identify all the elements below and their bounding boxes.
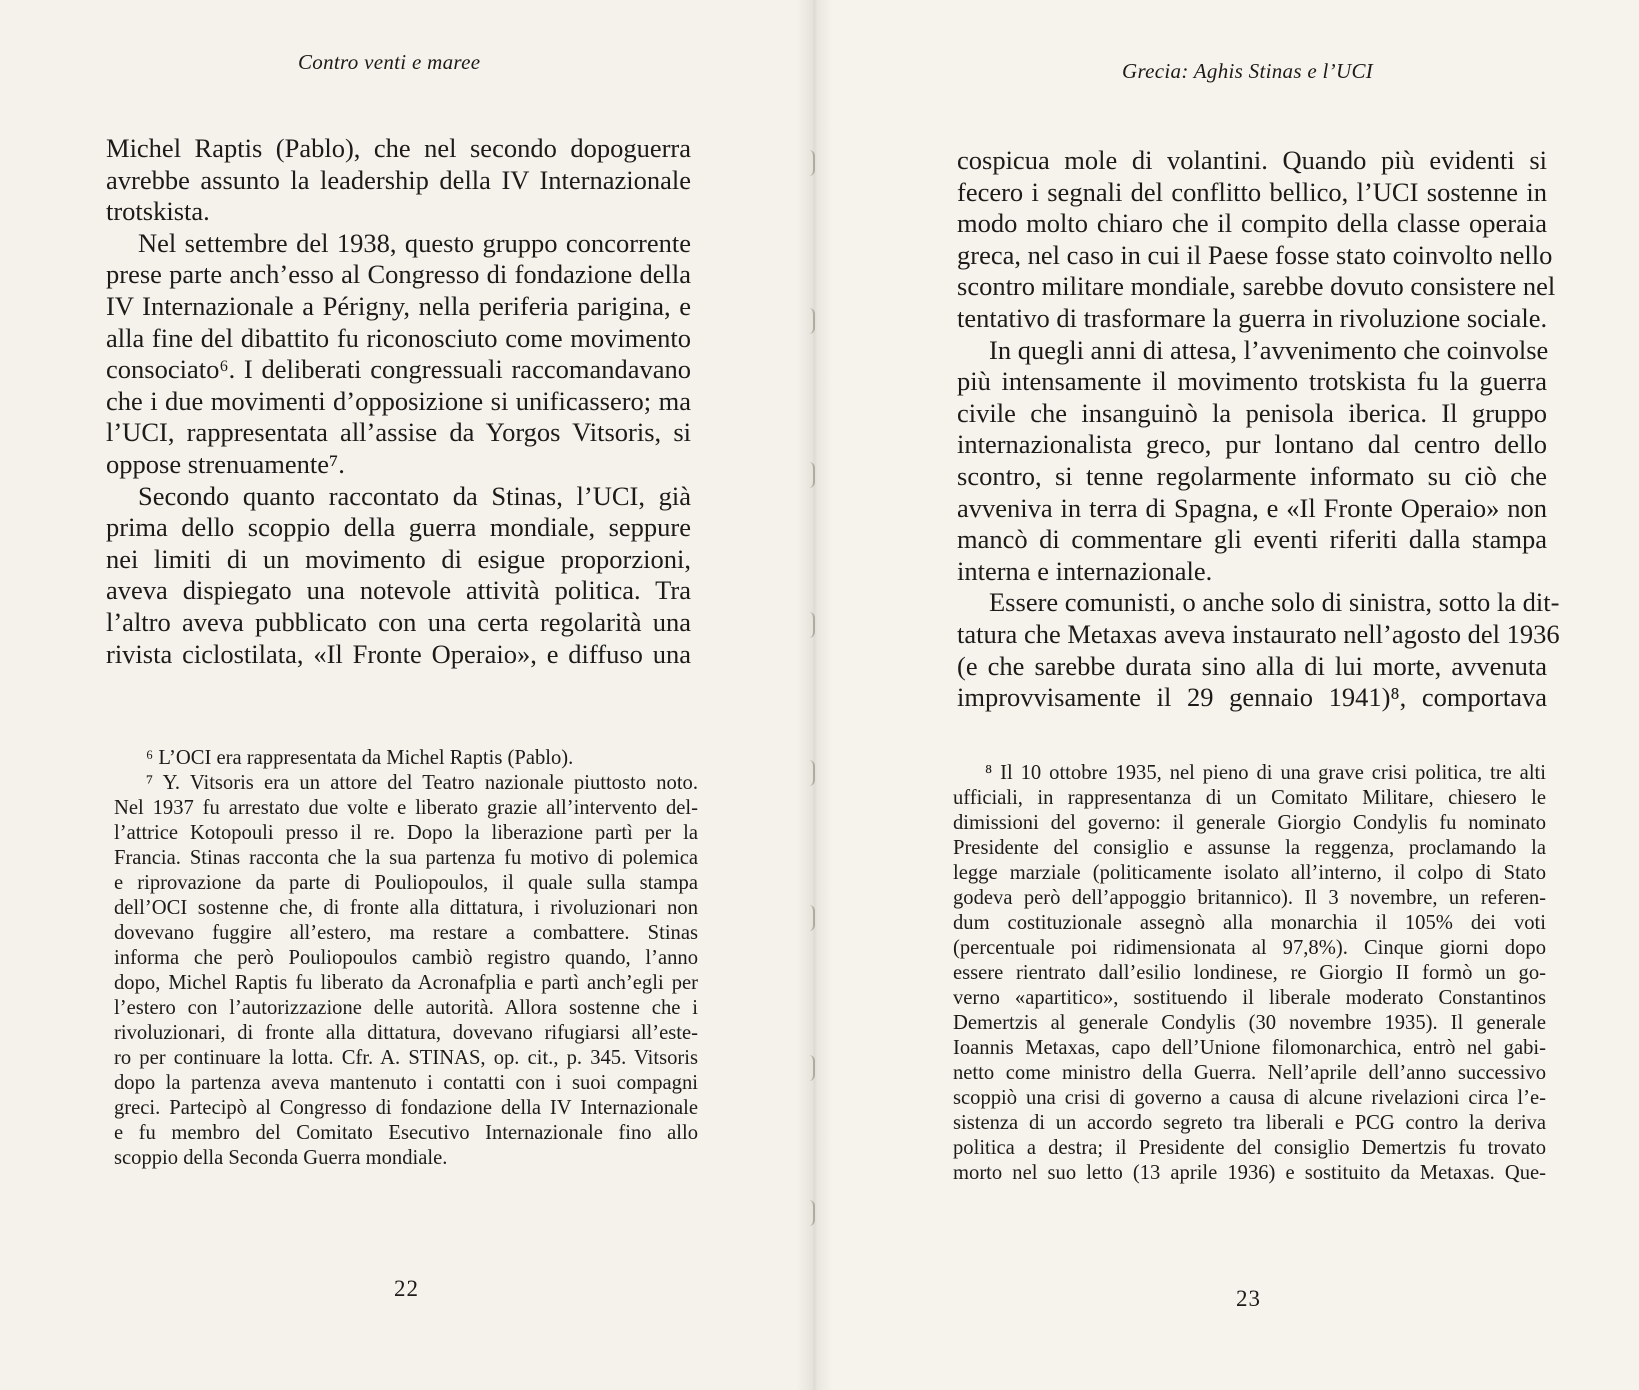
body-line: interna e internazionale. <box>957 555 1213 586</box>
footnote-line: dopo, Michel Raptis fu liberato da Acronafplia e partì anch’egli per <box>114 972 698 994</box>
body-line: alla fine del dibattito fu riconosciuto come movimento <box>106 322 691 353</box>
right-page <box>812 0 1639 1390</box>
footnote-line: (percentuale poi ridimensionata al 97,8%). Cinque giorni dopo <box>953 937 1546 959</box>
footnote-line: Francia. Stinas racconta che la sua partenza fu motivo di polemica <box>114 847 698 869</box>
body-line: internazionalista greco, pur lontano dal centro dello <box>957 429 1547 460</box>
body-line: greca, nel caso in cui il Paese fosse stato coinvolto nello <box>957 239 1553 270</box>
footnote-line: Demertzis al generale Condylis (30 novembre 1935). Il generale <box>953 1012 1546 1034</box>
footnote-line: dopo la partenza aveva mantenuto i contatti con i suoi compagni <box>114 1072 698 1094</box>
binding-mark <box>808 1200 815 1226</box>
book-gutter <box>796 0 832 1390</box>
footnote-line: godeva però dell’appoggio britannico). Il 3 novembre, un referen- <box>953 887 1546 909</box>
binding-mark <box>808 462 815 488</box>
body-line: (e che sarebbe durata sino alla di lui morte, avvenuta <box>957 650 1547 681</box>
footnote-line: verno «apartitico», sostituendo il liberale moderato Constantinos <box>953 987 1546 1009</box>
footnote-line: Presidente del consiglio e assunse la reggenza, proclamando la <box>953 837 1546 859</box>
binding-mark <box>808 760 815 786</box>
body-line: In quegli anni di attesa, l’avvenimento che coinvolse <box>989 334 1549 365</box>
footnote-line: politica a destra; il Presidente del consiglio Demertzis fu trovato <box>953 1137 1546 1159</box>
body-line: rivista ciclostilata, «Il Fronte Operaio», e diffuso una <box>106 638 691 669</box>
footnote-line: ro per continuare la lotta. Cfr. A. STINAS, op. cit., p. 345. Vitsoris <box>114 1047 698 1069</box>
footnote-line: dell’OCI sostenne che, di fronte alla dittatura, i rivoluzionari non <box>114 897 698 919</box>
body-line: trotskista. <box>106 196 210 227</box>
body-line: improvvisamente il 29 gennaio 1941)⁸, comportava <box>957 682 1547 713</box>
body-line: nei limiti di un movimento di esigue proporzioni, <box>106 543 691 574</box>
body-line: tentativo di trasformare la guerra in rivoluzione sociale. <box>957 302 1548 333</box>
binding-mark <box>808 612 815 638</box>
page-number-right: 23 <box>1236 1286 1261 1311</box>
footnote-line: dovevano fuggire all’estero, ma restare a combattere. Stinas <box>114 922 698 944</box>
body-line: scontro, si tenne regolarmente informato su ciò che <box>957 460 1547 491</box>
footnote-line: greci. Partecipò al Congresso di fondazione della IV Internazionale <box>114 1097 698 1119</box>
body-line: avveniva in terra di Spagna, e «Il Fronte Operaio» non <box>957 492 1547 523</box>
body-line: fecero i segnali del conflitto bellico, l’UCI sostenne in <box>957 176 1547 207</box>
footnote-line: e riprovazione da parte di Pouliopoulos, il quale sulla stampa <box>114 872 698 894</box>
footnote-line: legge marziale (politicamente isolato all’interno, il colpo di Stato <box>953 862 1546 884</box>
body-line: civile che insanguinò la penisola iberica. Il gruppo <box>957 397 1547 428</box>
footnote-line: l’attrice Kotopouli presso il re. Dopo la liberazione partì per la <box>114 822 698 844</box>
left-body-text <box>106 133 691 670</box>
body-line: prima dello scoppio della guerra mondiale, seppure <box>106 512 691 543</box>
binding-mark <box>808 905 815 931</box>
body-line: avrebbe assunto la leadership della IV Internazionale <box>106 164 691 195</box>
body-line: tatura che Metaxas aveva instaurato nell’agosto del 1936 <box>957 618 1560 649</box>
body-line: Essere comunisti, o anche solo di sinistra, sotto la dit- <box>989 587 1560 618</box>
body-line: l’altro aveva pubblicato con una certa regolarità una <box>106 606 691 637</box>
footnote-line: ufficiali, in rappresentanza di un Comitato Militare, chiesero le <box>953 787 1546 809</box>
right-footnotes <box>953 761 1546 1186</box>
footnote-line: scoppiò una crisi di governo a causa di alcune rivelazioni circa l’e- <box>953 1087 1546 1109</box>
body-line: l’UCI, rappresentata all’assise da Yorgos Vitsoris, si <box>106 417 691 448</box>
footnote-line: informa che però Pouliopoulos cambiò registro quando, l’anno <box>114 947 698 969</box>
page-number-left: 22 <box>394 1276 419 1301</box>
footnote-line: scoppio della Seconda Guerra mondiale. <box>114 1147 448 1169</box>
body-line: Nel settembre del 1938, questo gruppo concorrente <box>138 227 691 258</box>
body-line: modo molto chiaro che il compito della classe operaia <box>957 208 1547 239</box>
footnote-line: netto come ministro della Guerra. Nell’aprile dell’anno successivo <box>953 1062 1546 1084</box>
body-line: cospicua mole di volantini. Quando più evidenti si <box>957 145 1547 175</box>
body-line: Secondo quanto raccontato da Stinas, l’UCI, già <box>138 480 691 511</box>
body-line: consociato⁶. I deliberati congressuali raccomandavano <box>106 354 691 385</box>
footnote-line: e fu membro del Comitato Esecutivo Internazionale fino allo <box>114 1122 698 1144</box>
footnote-line: dimissioni del governo: il generale Giorgio Condylis fu nominato <box>953 812 1546 834</box>
footnote-line: morto nel suo letto (13 aprile 1936) e sostituito da Metaxas. Que- <box>953 1162 1546 1184</box>
running-head-right: Grecia: Aghis Stinas e l’UCI <box>1122 59 1374 83</box>
footnote-line: l’estero con l’autorizzazione delle autorità. Allora sostenne che i <box>114 997 698 1019</box>
body-line: prese parte anch’esso al Congresso di fondazione della <box>106 259 691 290</box>
footnote-line: dum costituzionale assegnò alla monarchia il 105% dei voti <box>953 912 1546 934</box>
footnote-line: ⁸ Il 10 ottobre 1935, nel pieno di una grave crisi politica, tre alti <box>985 762 1546 784</box>
binding-mark <box>808 150 815 176</box>
body-line: oppose strenuamente⁷. <box>106 448 345 479</box>
body-line: IV Internazionale a Périgny, nella periferia parigina, e <box>106 290 691 321</box>
footnote-line: sistenza di un accordo segreto tra liberali e PCG contro la deriva <box>953 1112 1546 1134</box>
left-footnotes <box>114 746 698 1171</box>
body-line: più intensamente il movimento trotskista fu la guerra <box>957 366 1547 397</box>
binding-mark <box>808 1055 815 1081</box>
footnote-line: essere rientrato dall’esilio londinese, re Giorgio II formò un go- <box>953 962 1546 984</box>
running-head-left: Contro venti e maree <box>298 50 481 74</box>
right-body-text <box>957 145 1560 714</box>
footnote-line: Nel 1937 fu arrestato due volte e liberato grazie all’intervento del- <box>114 797 698 819</box>
body-line: mancò di commentare gli eventi riferiti dalla stampa <box>957 524 1547 555</box>
body-line: Michel Raptis (Pablo), che nel secondo dopoguerra <box>106 133 691 163</box>
footnote-line: rivoluzionari, di fronte alla dittatura, dovevano rifugiarsi all’este- <box>114 1022 698 1044</box>
footnote-line: ⁶ L’OCI era rappresentata da Michel Raptis (Pablo). <box>146 747 574 769</box>
footnote-line: ⁷ Y. Vitsoris era un attore del Teatro nazionale piuttosto noto. <box>146 772 698 794</box>
footnote-line: Ioannis Metaxas, capo dell’Unione filomonarchica, entrò nel gabi- <box>953 1037 1546 1059</box>
body-line: che i due movimenti d’opposizione si unificassero; ma <box>106 385 691 416</box>
binding-mark <box>808 308 815 334</box>
left-page <box>0 0 812 1390</box>
body-line: aveva dispiegato una notevole attività politica. Tra <box>106 575 691 606</box>
body-line: scontro militare mondiale, sarebbe dovuto consistere nel <box>957 271 1556 302</box>
